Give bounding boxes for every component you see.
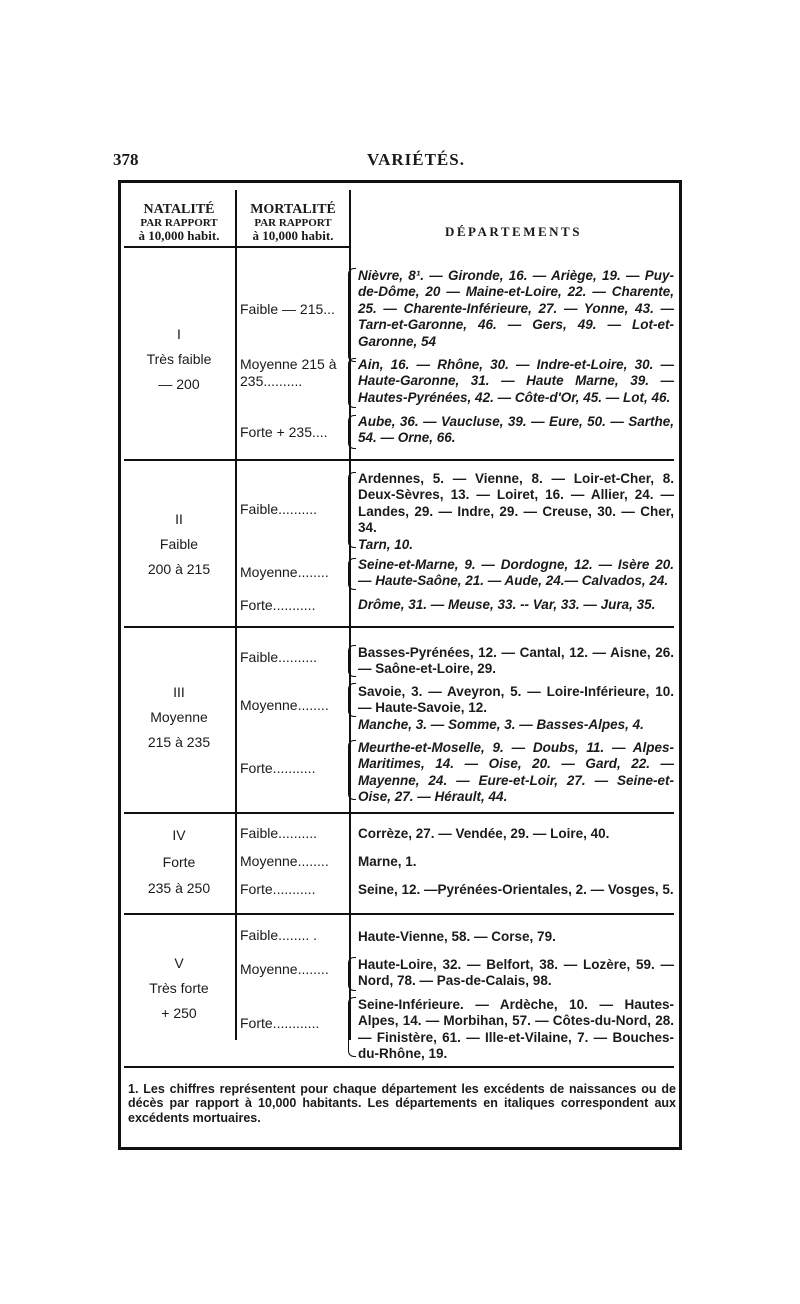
mortalite-row: Faible — 215... xyxy=(240,301,335,317)
table-bottom-rule xyxy=(124,1066,674,1068)
brace xyxy=(348,558,356,590)
brace xyxy=(348,997,356,1057)
class-label: Très faible xyxy=(146,351,212,368)
class-divider-4 xyxy=(124,913,674,915)
departements-list: Haute-Loire, 32. — Belfort, 38. — Lozère, 59. — Nord, 78. — Pas-de-Calais, 98. xyxy=(358,957,674,989)
natalite-class-5 xyxy=(124,951,234,1027)
departements-list: Ain, 16. — Rhône, 30. — Indre-et-Loire, 30. — Haute-Garonne, 31. — Haute Marne, 39. — Hautes-Pyrénées, 42. — Côte-d'Or, 45. — Lot, 46. xyxy=(358,357,674,405)
mortalite-row: Forte............ xyxy=(240,1015,320,1031)
class-divider-2 xyxy=(124,626,674,628)
departements-list xyxy=(358,471,674,553)
mortalite-row: Moyenne........ xyxy=(240,564,329,580)
departements-list: Seine-Inférieure. — Ardèche, 10. — Hautes-Alpes, 14. — Morbihan, 57. — Côtes-du-Nord, 28. — Finistère, 61. — Ille-et-Vilaine, 7. — Bouches-du-Rhône, 19. xyxy=(358,997,674,1062)
departements-list: Meurthe-et-Moselle, 9. — Doubs, 11. — Alpes-Maritimes, 14. — Oise, 20. — Gard, 22. — Mayenne, 24. — Eure-et-Loir, 27. — Seine-et-Oise, 27. — Hérault, 44. xyxy=(358,740,674,805)
departements-list: Haute-Vienne, 58. — Corse, 79. xyxy=(358,929,556,944)
class-range: — 200 xyxy=(158,376,200,393)
brace xyxy=(348,268,356,362)
header-mortalite-sub: PAR RAPPORT xyxy=(254,216,332,229)
class-divider-3 xyxy=(124,812,674,814)
brace xyxy=(348,957,356,991)
natalite-class-4 xyxy=(124,822,234,902)
mortalite-row: Forte........... xyxy=(240,760,316,776)
class-numeral: III xyxy=(173,684,185,700)
header-rule xyxy=(124,246,350,248)
mortalite-row: Faible.......... xyxy=(240,501,318,517)
departements-list: Marne, 1. xyxy=(358,854,417,869)
departements-list: Seine-et-Marne, 9. — Dordogne, 12. — Isère 20. — Haute-Saône, 21. — Aude, 24.— Calvados, 24. xyxy=(358,557,674,589)
brace xyxy=(348,415,356,449)
running-title: VARIÉTÉS. xyxy=(367,150,465,169)
brace xyxy=(348,472,356,548)
brace xyxy=(348,683,356,717)
natalite-class-3 xyxy=(124,680,234,756)
mortalite-row: Faible.......... xyxy=(240,649,318,665)
departements-text-italic: Manche, 3. — Somme, 3. — Basses-Alpes, 4. xyxy=(358,716,644,732)
departements-list: Basses-Pyrénées, 12. — Cantal, 12. — Aisne, 26. — Saône-et-Loire, 29. xyxy=(358,645,674,677)
header-departements: DÉPARTEMENTS xyxy=(445,224,582,239)
class-numeral: II xyxy=(175,511,183,527)
class-label: Forte xyxy=(162,853,196,870)
brace xyxy=(348,740,356,800)
page-number: 378 xyxy=(113,150,139,169)
mortalite-row: Moyenne........ xyxy=(240,853,329,869)
header-natalite-unit: à 10,000 habit. xyxy=(138,228,220,244)
class-range: + 250 xyxy=(161,1005,197,1022)
footnote: 1. Les chiffres représentent pour chaque département les excédents de naissances ou de décès par rapport à 10,000 habitants. Les départements en italiques correspondent aux excédents mortuaires. xyxy=(128,1082,676,1125)
class-label: Très forte xyxy=(149,980,209,997)
brace xyxy=(348,645,356,677)
header-mortalite-unit: à 10,000 habit. xyxy=(252,228,334,244)
departements-list: Corrèze, 27. — Vendée, 29. — Loire, 40. xyxy=(358,826,610,841)
departements-list: Seine, 12. —Pyrénées-Orientales, 2. — Vosges, 5. xyxy=(358,882,674,897)
departements-text: Ardennes, 5. — Vienne, 8. — Loir-et-Cher, 8. Deux-Sèvres, 13. — Loiret, 16. — Allier, 24. — Landes, 29. — Indre, 29. — Creuse, 30. — Cher, 34. xyxy=(358,471,674,536)
mortalite-row: Faible.......... xyxy=(240,825,318,841)
class-range: 215 à 235 xyxy=(147,734,211,751)
mortalite-row: Forte........... xyxy=(240,597,316,613)
natalite-class-1 xyxy=(124,322,234,398)
natalite-class-2 xyxy=(124,507,234,583)
mortalite-row: Moyenne 215 à 235.......... xyxy=(240,356,337,389)
class-numeral: V xyxy=(174,955,184,971)
class-label: Faible xyxy=(159,536,199,553)
mortalite-row: Forte + 235.... xyxy=(240,424,328,440)
header-mortalite xyxy=(237,203,349,243)
class-numeral: I xyxy=(177,326,181,342)
header-natalite-sub: PAR RAPPORT xyxy=(140,216,218,229)
mortalite-row: Faible........ . xyxy=(240,927,318,943)
class-numeral: IV xyxy=(172,827,186,843)
departements-text: Savoie, 3. — Aveyron, 5. — Loire-Inférieure, 10. — Haute-Savoie, 12. xyxy=(358,684,674,716)
header-natalite xyxy=(124,203,234,243)
departements-list: Nièvre, 8¹. — Gironde, 16. — Ariège, 19. — Puy-de-Dôme, 20 — Maine-et-Loire, 22. — Charente, 25. — Charente-Inférieure, 27. — Yonne, 43. — Tarn-et-Garonne, 46. — Gers, 49. — Lot-et-Garonne, 54 xyxy=(358,268,674,349)
departements-list: Aube, 36. — Vaucluse, 39. — Eure, 50. — Sarthe, 54. — Orne, 66. xyxy=(358,414,674,446)
mortalite-row: Moyenne........ xyxy=(240,961,329,977)
departements-list: Drôme, 31. — Meuse, 33. -- Var, 33. — Jura, 35. xyxy=(358,597,656,612)
mortalite-row: Forte........... xyxy=(240,881,316,897)
header-natalite-title: NATALITÉ xyxy=(143,202,215,217)
header-mortalite-title: MORTALITÉ xyxy=(250,202,336,217)
class-divider-1 xyxy=(124,459,674,461)
mortalite-row: Moyenne........ xyxy=(240,697,329,713)
departements-list xyxy=(358,684,674,733)
class-label: Moyenne xyxy=(150,709,208,726)
class-range: 235 à 250 xyxy=(147,880,211,897)
class-range: 200 à 215 xyxy=(147,561,211,578)
brace xyxy=(348,358,356,408)
departements-text-italic: Tarn, 10. xyxy=(358,536,414,552)
